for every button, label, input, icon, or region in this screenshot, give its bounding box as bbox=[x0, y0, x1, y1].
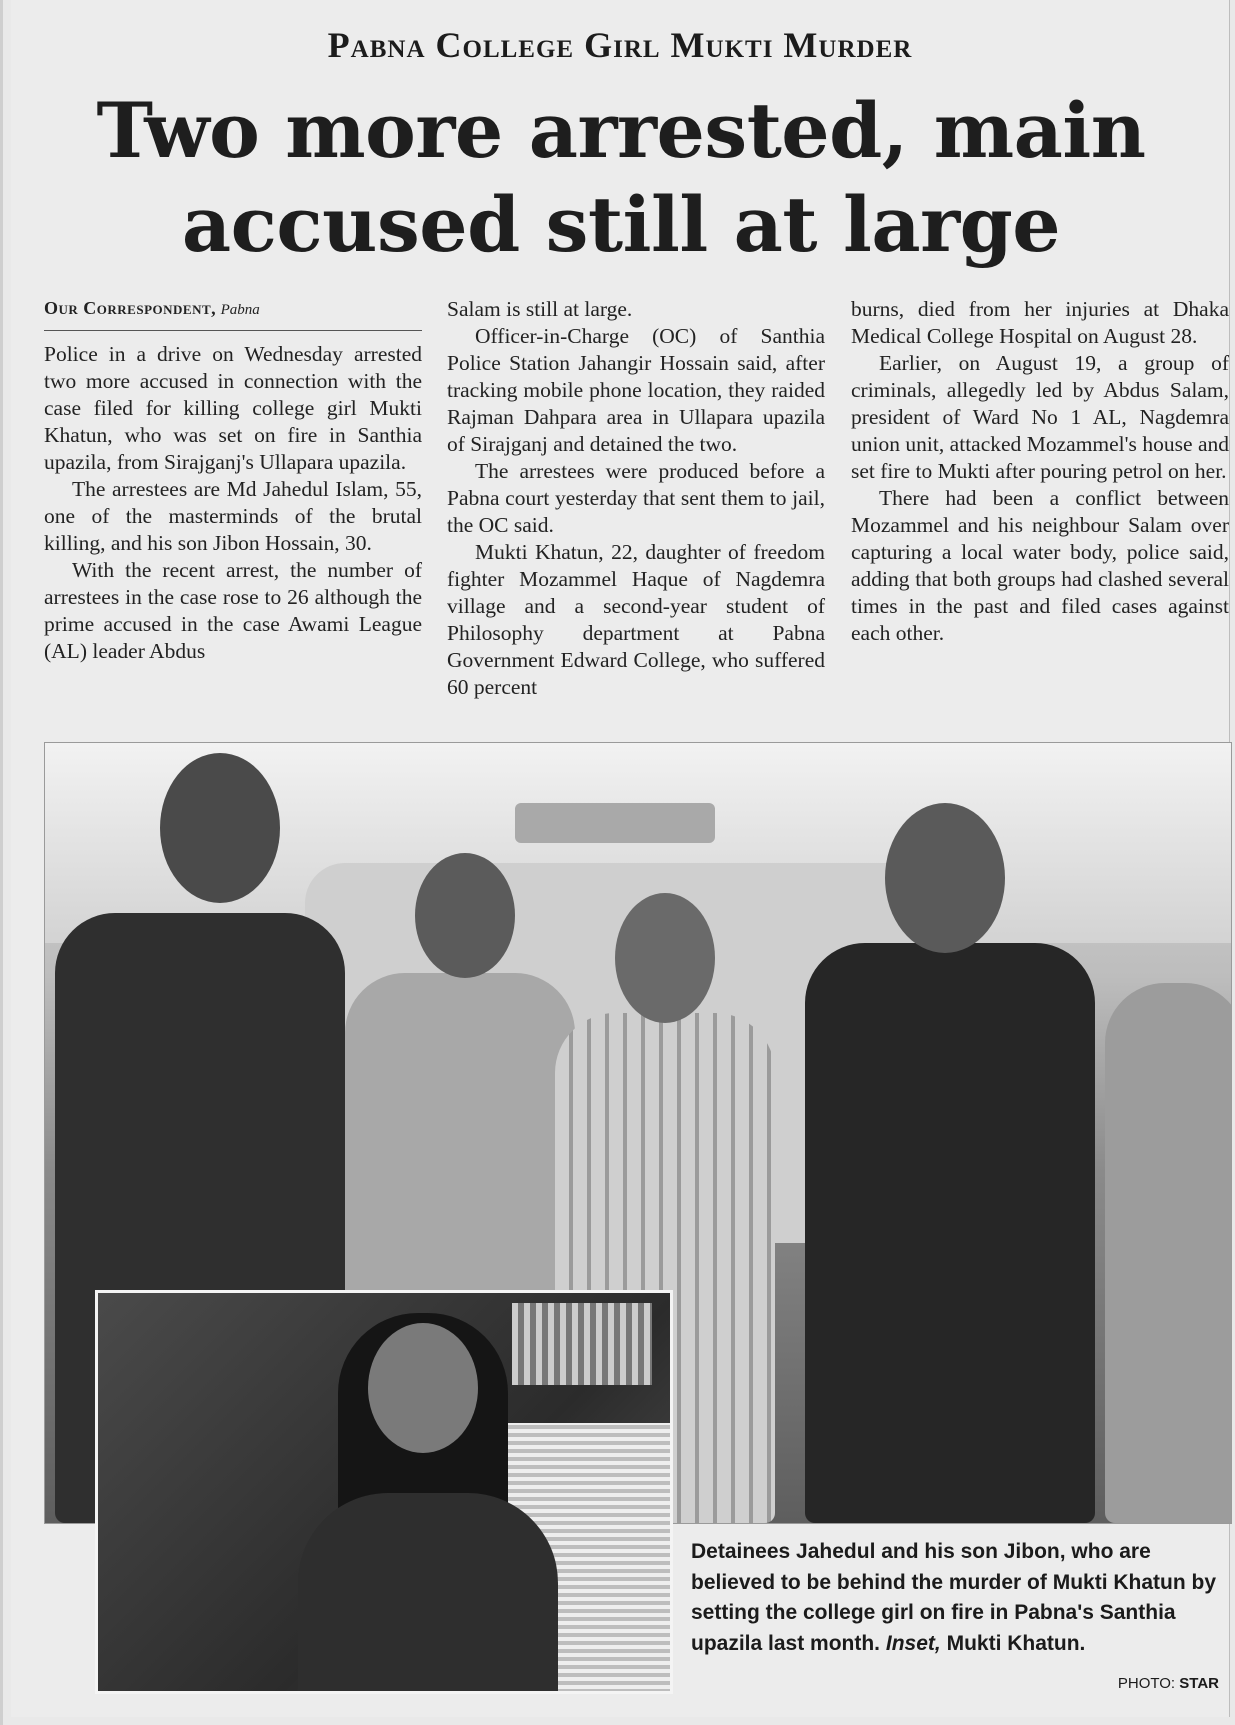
paragraph: Mukti Khatun, 22, daughter of freedom fighter Mozammel Haque of Nagdemra village and a second-year student of Philosophy department at Pabna Government Edward College, who suffered 60 percent bbox=[447, 540, 825, 699]
byline bbox=[44, 296, 422, 331]
paragraph: Officer-in-Charge (OC) of Santhia Police Station Jahangir Hossain said, after tracking mobile phone location, they raided Rajman Dahpara area in Ullapara upazila of Sirajganj and detained the two. bbox=[447, 324, 825, 456]
inset-body bbox=[298, 1493, 558, 1694]
paragraph: The arrestees were produced before a Pabna court yesterday that sent them to jail, the OC said. bbox=[447, 459, 825, 537]
caption-inset-label: Inset, bbox=[885, 1631, 941, 1655]
column-2 bbox=[447, 296, 825, 701]
photo-caption bbox=[691, 1537, 1231, 1659]
paragraph: Salam is still at large. bbox=[447, 297, 633, 321]
byline-location: Pabna bbox=[220, 302, 260, 318]
paragraph: Earlier, on August 19, a group of criminals, allegedly led by Abdus Salam, president of Ward No 1 AL, Nagdemra union unit, attacked Mozammel's house and set fire to Mukti after pouring petrol on her. bbox=[851, 351, 1229, 483]
article-sheet bbox=[11, 0, 1230, 1717]
inset-face bbox=[368, 1323, 478, 1453]
article-body bbox=[44, 296, 1232, 726]
credit-source: STAR bbox=[1179, 1675, 1219, 1692]
caption-text: Detainees Jahedul and his son Jibon, who are believed to be behind the murder of Mukti Khatun by setting the college girl on fire in Pabna's Santhia upazila last month. bbox=[691, 1540, 1217, 1655]
detainee-father-head bbox=[615, 893, 715, 1023]
detainee-son-head bbox=[415, 853, 515, 978]
byline-author: Our Correspondent, bbox=[44, 298, 217, 318]
credit-label: PHOTO: bbox=[1117, 1675, 1176, 1692]
column-1 bbox=[44, 296, 422, 665]
main-headline: Two more arrested, main accused still at large bbox=[96, 86, 1146, 269]
paragraph: burns, died from her injuries at Dhaka Medical College Hospital on August 28. bbox=[851, 297, 1229, 348]
policeman-right bbox=[805, 943, 1095, 1523]
paragraph: Police in a drive on Wednesday arrested two more accused in connection with the case filed for killing college girl Mukti Khatun, who was set on fire in Santhia upazila, from Sirajganj's Ullapara upazila. bbox=[44, 342, 422, 474]
vehicle-lightbar bbox=[515, 803, 715, 843]
paragraph: The arrestees are Md Jahedul Islam, 55, one of the masterminds of the brutal killing, and his son Jibon Hossain, 30. bbox=[44, 477, 422, 555]
inset-photo bbox=[95, 1290, 673, 1694]
paragraph: There had been a conflict between Mozammel and his neighbour Salam over capturing a local water body, police said, adding that both groups had clashed several times in the past and filed cases against each other. bbox=[851, 486, 1229, 645]
column-3 bbox=[851, 296, 1229, 647]
bookshelf bbox=[512, 1303, 652, 1385]
paragraph: With the recent arrest, the number of arrestees in the case rose to 26 although the prime accused in the case Awami League (AL) leader Abdus bbox=[44, 558, 422, 663]
policeman-left-head bbox=[160, 753, 280, 903]
policeman-right-head bbox=[885, 803, 1005, 953]
caption-inset-name: Mukti Khatun. bbox=[946, 1631, 1086, 1655]
photo-credit bbox=[1118, 1675, 1219, 1692]
kicker-headline: Pabna College Girl Mukti Murder bbox=[327, 25, 913, 65]
bystander-right bbox=[1105, 983, 1232, 1523]
